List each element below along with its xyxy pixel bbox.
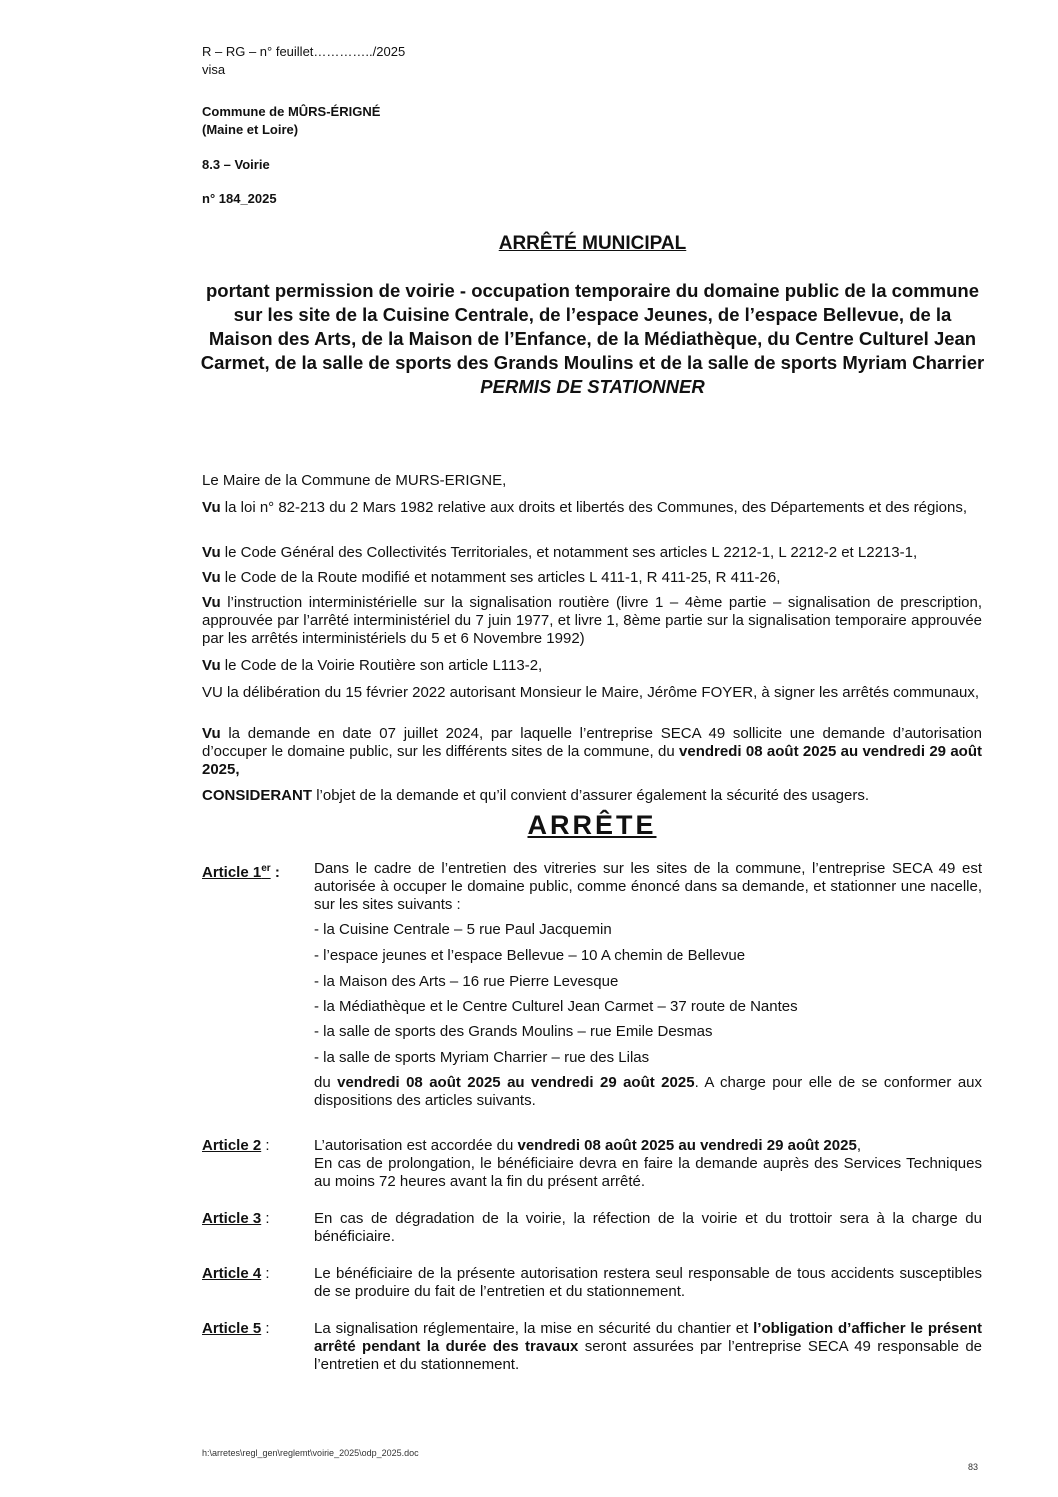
- department-name: (Maine et Loire): [202, 122, 299, 137]
- article-3-text: En cas de dégradation de la voirie, la réfection de la voirie et du trottoir sera à la charge du bénéficiaire.: [314, 1210, 982, 1245]
- category-label: 8.3 – Voirie: [202, 157, 270, 172]
- vu-text: l’instruction interministérielle sur la signalisation routière (livre 1 – 4ème partie – signalisation de prescription, approuvée par l’arrêté interministériel du 7 juin 1977, et livre 1, 8ème partie sur la signalisation temporaire approuvée par les arrêtés interministériels du 5 et 6 Novembre 1992): [202, 594, 983, 647]
- site-item: - la Maison des Arts – 16 rue Pierre Levesque: [314, 973, 619, 990]
- site-item: - la salle de sports des Grands Moulins – rue Emile Desmas: [314, 1023, 713, 1040]
- vu-word: Vu: [202, 725, 221, 742]
- article-5-text: La signalisation réglementaire, la mise en sécurité du chantier et l’obligation d’afficher le présent arrêté pendant la durée des travaux seront assurées par l’entreprise SECA 49 responsable de l’entretien et du stationnement.: [314, 1320, 983, 1373]
- article-1-title: Article 1er: [202, 863, 271, 881]
- article-1-end: du vendredi 08 août 2025 au vendredi 29 août 2025. A charge pour elle de se conformer aux dispositions des articles suivants.: [314, 1074, 982, 1109]
- file-path: h:\arretes\regl_gen\reglemt\voirie_2025\odp_2025.doc: [202, 1448, 419, 1458]
- site-item: - la Médiathèque et le Centre Culturel Jean Carmet – 37 route de Nantes: [314, 998, 798, 1015]
- preamble-intro: Le Maire de la Commune de MURS-ERIGNE,: [202, 472, 507, 489]
- considerant-text: l’objet de la demande et qu’il convient d’assurer également la sécurité des usagers.: [316, 787, 870, 804]
- vu-paragraph-6: VU la délibération du 15 février 2022 autorisant Monsieur le Maire, Jérôme FOYER, à signer les arrêtés communaux,: [202, 684, 980, 701]
- main-title: ARRÊTÉ MUNICIPAL: [498, 233, 687, 254]
- commune-name: Commune de MÛRS-ÉRIGNÉ: [202, 104, 381, 119]
- vu-word: Vu: [202, 594, 221, 611]
- vu-paragraph-5: [202, 657, 982, 675]
- vu-text: la demande en date 07 juillet 2024, par laquelle l’entreprise SECA 49 sollicite une demande d’autorisation d’occuper le domaine public, sur les différents sites de la commune, du: [202, 725, 982, 760]
- vu-word: Vu: [202, 499, 221, 516]
- vu-paragraph-2: [202, 544, 982, 562]
- vu-paragraph-4: [202, 594, 982, 648]
- vu-word: Vu: [202, 544, 221, 561]
- article-4-text: Le bénéficiaire de la présente autorisation restera seul responsable de tous accidents susceptibles de se produire du fait de l’entretien et du stationnement.: [314, 1265, 982, 1300]
- subtitle: [200, 279, 985, 399]
- site-item: - la Cuisine Centrale – 5 rue Paul Jacquemin: [314, 921, 612, 938]
- vu-text: la loi n° 82-213 du 2 Mars 1982 relative aux droits et libertés des Communes, des Départements et des régions,: [224, 499, 968, 516]
- vu-paragraph-7: [202, 725, 982, 779]
- article-3-label: Article 3 :: [202, 1210, 270, 1227]
- vu-text: le Code Général des Collectivités Territoriales, et notamment ses articles L 2212-1, L 2212-2 et L2213-1,: [224, 544, 918, 561]
- considerant-paragraph: [202, 787, 982, 805]
- subtitle-italic: PERMIS DE STATIONNER: [480, 376, 705, 397]
- article-5-label: Article 5 :: [202, 1320, 270, 1337]
- article-2-label: Article 2 :: [202, 1137, 270, 1154]
- reference-line: R – RG – n° feuillet…………../2025: [202, 44, 406, 59]
- vu-text: le Code de la Voirie Routière son article L113-2,: [224, 657, 543, 674]
- site-item: - la salle de sports Myriam Charrier – rue des Lilas: [314, 1049, 650, 1066]
- visa-label: visa: [202, 62, 226, 77]
- vu-paragraph-3: [202, 569, 982, 587]
- vu-word: Vu: [202, 657, 221, 674]
- article-1-label: Article 1er :: [202, 863, 280, 881]
- decree-number: n° 184_2025: [202, 191, 277, 206]
- page-number: 83: [968, 1462, 979, 1472]
- vu-word: Vu: [202, 569, 221, 586]
- article-4-label: Article 4 :: [202, 1265, 270, 1282]
- site-item: - l’espace jeunes et l’espace Bellevue – 10 A chemin de Bellevue: [314, 947, 746, 964]
- article-1-text: Dans le cadre de l’entretien des vitreries sur les sites de la commune, l’entreprise SECA 49 est autorisée à occuper le domaine public, comme énoncé dans sa demande, et stationner une nacelle, sur les sites suivants :: [314, 860, 982, 913]
- vu-dates: vendredi 08 août 2025 au vendredi 29 août 2025,: [202, 743, 983, 778]
- article-2-text: L’autorisation est accordée du vendredi 08 août 2025 au vendredi 29 août 2025, En cas de prolongation, le bénéficiaire devra en faire la demande auprès des Services Techniques au moins 72 heures avant la fin du présent arrêté.: [314, 1137, 982, 1190]
- vu-text: le Code de la Route modifié et notamment ses articles L 411-1, R 411-25, R 411-26,: [224, 569, 781, 586]
- subtitle-text: portant permission de voirie - occupation temporaire du domaine public de la commune sur les site de la Cuisine Centrale, de l’espace Jeunes, de l’espace Bellevue, de la Maison des Arts, de la Maison de l’Enfance, de la Médiathèque, du Centre Culturel Jean Carmet, de la salle de sports des Grands Moulins et de la salle de sports Myriam Charrier: [200, 280, 985, 373]
- vu-paragraph-1: [202, 499, 982, 517]
- arrete-heading: ARRÊTE: [527, 810, 657, 840]
- considerant-word: CONSIDERANT: [202, 787, 313, 804]
